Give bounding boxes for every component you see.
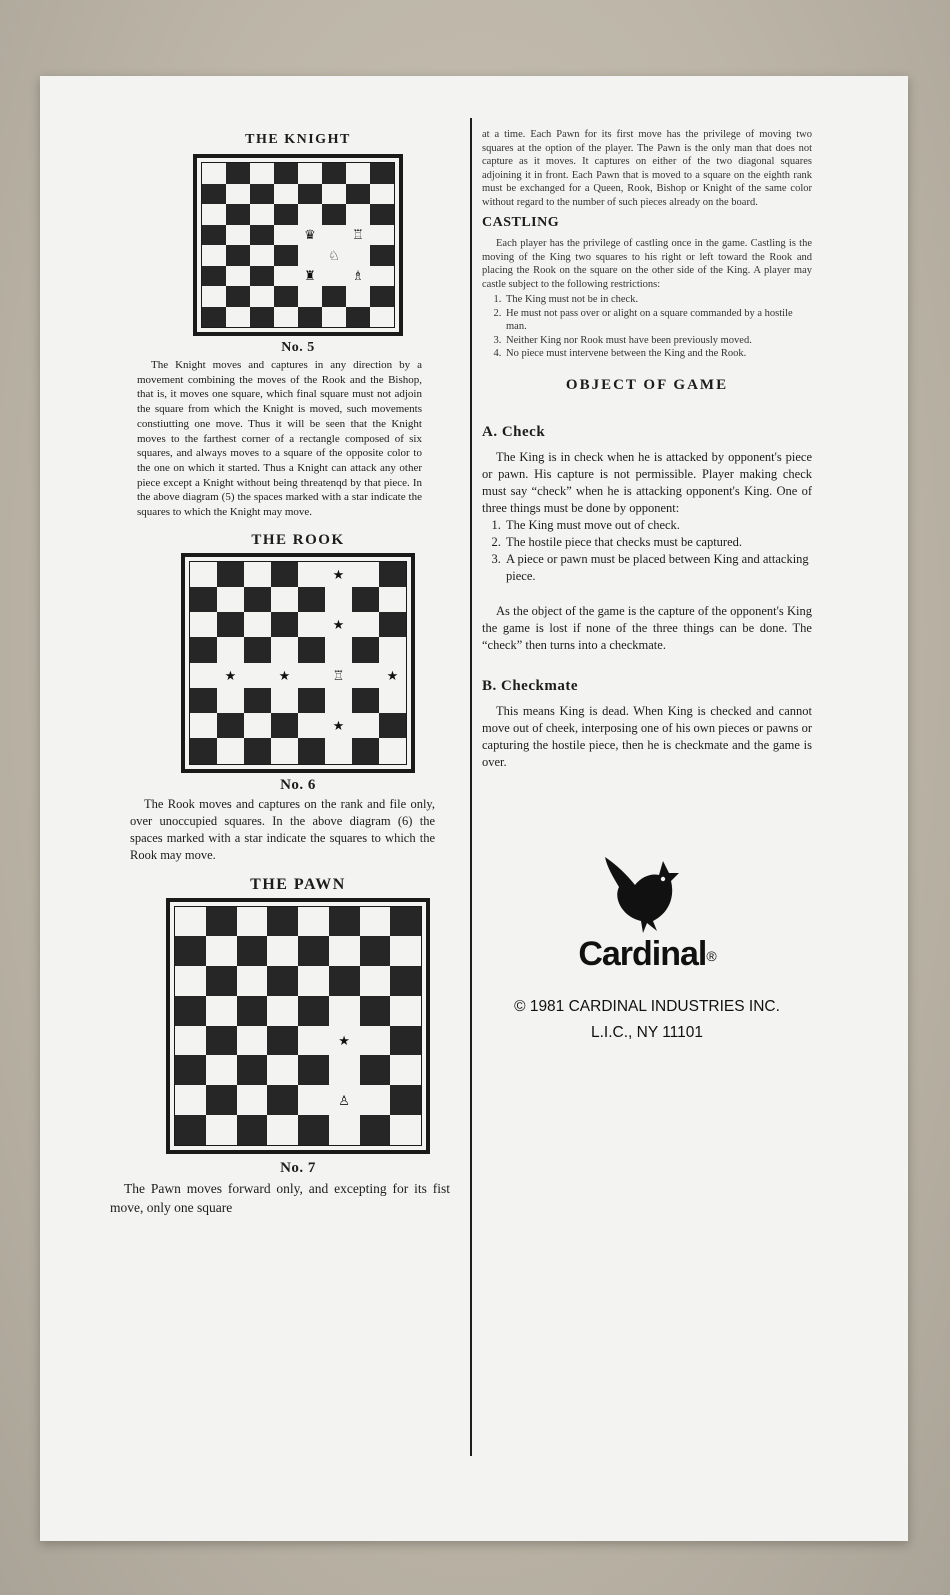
board-piece: ♘ — [328, 247, 340, 263]
board-square — [244, 738, 271, 763]
board-square — [325, 562, 352, 587]
board-square — [237, 1026, 268, 1056]
pawn-caption: No. 7 — [280, 1159, 316, 1176]
board-square — [329, 1115, 360, 1145]
board-square — [190, 637, 217, 662]
checkmate-title: B. Checkmate — [482, 677, 578, 694]
board-square — [298, 637, 325, 662]
board-square — [250, 307, 274, 328]
check-title: A. Check — [482, 423, 546, 440]
board-piece: ♜ — [304, 268, 316, 284]
cardinal-bird-icon — [597, 851, 697, 935]
board-square — [352, 738, 379, 763]
board-square — [237, 936, 268, 966]
board-square — [370, 266, 394, 287]
board-square — [250, 184, 274, 205]
board-square — [202, 163, 226, 184]
board-square — [298, 225, 322, 246]
board-square — [244, 713, 271, 738]
board-square — [298, 907, 329, 937]
board-square — [175, 1026, 206, 1056]
board-square — [190, 562, 217, 587]
board-square — [352, 587, 379, 612]
board-square — [298, 996, 329, 1026]
board-square — [298, 266, 322, 287]
board-square — [237, 996, 268, 1026]
board-square — [298, 245, 322, 266]
board-square — [298, 738, 325, 763]
board-square — [271, 562, 298, 587]
board-piece: ★ — [278, 667, 291, 683]
board-square — [190, 738, 217, 763]
rule-item: 3. A piece or pawn must be placed between King and attacking piece. — [504, 551, 812, 585]
board-square — [267, 996, 298, 1026]
board-square — [346, 225, 370, 246]
board-square — [175, 1115, 206, 1145]
board-square — [325, 713, 352, 738]
board-square — [390, 1026, 421, 1056]
board-square — [322, 307, 346, 328]
board-piece: ★ — [386, 667, 399, 683]
board-square — [325, 663, 352, 688]
board-square — [325, 612, 352, 637]
board-square — [298, 562, 325, 587]
board-square — [190, 663, 217, 688]
knight-description: The Knight moves and captures in any direction by a movement combining the moves of the Rook and the Bishop, that is, it moves one square, which final square must not adjoin the square from which the Knight is moved, such movements constiutting one move. Thus it will be seen that the Knight moves to the farthest corner of a rectangle composed of six squares, and always moves to a square of the opposite color to the one on which it started. Thus a Knight can attack any other piece except a Knight without being threatenqd by that piece. In the above diagram (5) the spaces marked with a star indicate the squares to which the Knight may move. — [137, 359, 422, 519]
board-square — [379, 738, 406, 763]
registered-mark: ® — [706, 947, 716, 964]
board-square — [206, 1055, 237, 1085]
board-square — [346, 163, 370, 184]
board-square — [360, 996, 391, 1026]
object-of-game-title: OBJECT OF GAME — [565, 376, 729, 393]
board-square — [226, 307, 250, 328]
rook-title: THE ROOK — [251, 531, 345, 548]
board-square — [274, 266, 298, 287]
board-square — [325, 587, 352, 612]
board-square — [360, 1026, 391, 1056]
board-piece: ♙ — [338, 1092, 350, 1108]
board-square — [379, 612, 406, 637]
board-square — [322, 245, 346, 266]
board-square — [322, 266, 346, 287]
board-square — [352, 637, 379, 662]
board-square — [274, 204, 298, 225]
board-square — [360, 936, 391, 966]
board-square — [226, 184, 250, 205]
board-square — [244, 562, 271, 587]
board-square — [325, 637, 352, 662]
board-square — [346, 266, 370, 287]
board-square — [390, 966, 421, 996]
board-square — [202, 245, 226, 266]
board-square — [271, 612, 298, 637]
pawn-description: The Pawn moves forward only, and excepting for its fist move, only one square — [110, 1180, 450, 1215]
rule-item: 1. The King must not be in check. — [504, 293, 812, 307]
cardinal-logo — [482, 851, 812, 974]
board-square — [267, 1055, 298, 1085]
board-square — [206, 1026, 237, 1056]
board-square — [346, 184, 370, 205]
board-square — [267, 966, 298, 996]
board-square — [271, 713, 298, 738]
board-square — [352, 688, 379, 713]
board-piece: ♛ — [304, 227, 316, 243]
board-square — [370, 184, 394, 205]
board-square — [298, 612, 325, 637]
board-square — [175, 1055, 206, 1085]
board-square — [390, 996, 421, 1026]
castling-title: CASTLING — [482, 215, 560, 230]
board-square — [267, 1026, 298, 1056]
board-square — [298, 1055, 329, 1085]
board-square — [329, 996, 360, 1026]
board-square — [352, 612, 379, 637]
board-square — [370, 245, 394, 266]
board-square — [190, 587, 217, 612]
board-square — [226, 225, 250, 246]
left-column — [110, 132, 458, 1217]
board-piece: ★ — [224, 667, 237, 683]
copyright-line: © 1981 CARDINAL INDUSTRIES INC. — [514, 997, 780, 1015]
board-square — [206, 996, 237, 1026]
board-square — [202, 286, 226, 307]
address-line: L.I.C., NY 11101 — [590, 1023, 703, 1041]
checkmate-text: This means King is dead. When King is checked and cannot move out of cheek, interposing one of his own pieces or pawns or capturing the hostile piece, then he is checkmate and the game is over. — [482, 703, 812, 769]
board-square — [226, 204, 250, 225]
board-square — [190, 612, 217, 637]
board-square — [352, 663, 379, 688]
board-square — [250, 266, 274, 287]
board-square — [346, 245, 370, 266]
check-rules-list — [482, 517, 812, 585]
board-square — [217, 587, 244, 612]
board-square — [329, 1085, 360, 1115]
rook-description: The Rook moves and captures on the rank and file only, over unoccupied squares. In the above diagram (6) the spaces marked with a star indicate the squares to which the Rook may move. — [130, 796, 435, 862]
board-square — [202, 225, 226, 246]
board-square — [298, 587, 325, 612]
board-square — [274, 184, 298, 205]
rule-item: 1. The King must move out of check. — [504, 517, 812, 534]
board-square — [202, 266, 226, 287]
board-piece: ★ — [332, 718, 345, 734]
board-square — [244, 637, 271, 662]
board-square — [250, 204, 274, 225]
board-square — [226, 163, 250, 184]
board-square — [370, 307, 394, 328]
board-square — [379, 713, 406, 738]
board-square — [360, 907, 391, 937]
board-square — [298, 663, 325, 688]
board-square — [390, 907, 421, 937]
board-square — [250, 286, 274, 307]
board-square — [322, 184, 346, 205]
rook-caption: No. 6 — [280, 776, 316, 793]
board-square — [250, 163, 274, 184]
board-square — [244, 612, 271, 637]
rule-item: 2. He must not pass over or alight on a square commanded by a hostile man. — [504, 307, 812, 334]
board-square — [271, 637, 298, 662]
board-square — [390, 1055, 421, 1085]
board-square — [217, 637, 244, 662]
board-square — [329, 907, 360, 937]
knight-diagram — [193, 154, 403, 336]
board-square — [390, 1085, 421, 1115]
board-square — [190, 688, 217, 713]
board-square — [360, 966, 391, 996]
board-square — [346, 286, 370, 307]
board-square — [226, 286, 250, 307]
board-square — [175, 936, 206, 966]
board-piece: ♗ — [352, 268, 364, 284]
board-square — [298, 163, 322, 184]
board-square — [298, 307, 322, 328]
board-square — [202, 204, 226, 225]
board-square — [206, 1115, 237, 1145]
board-square — [267, 907, 298, 937]
board-square — [298, 204, 322, 225]
board-square — [226, 245, 250, 266]
board-piece: ★ — [332, 617, 345, 633]
board-square — [250, 225, 274, 246]
pawn-title: THE PAWN — [250, 875, 346, 893]
board-square — [226, 266, 250, 287]
board-square — [274, 307, 298, 328]
board-square — [346, 307, 370, 328]
knight-title: THE KNIGHT — [245, 132, 351, 147]
board-square — [267, 1085, 298, 1115]
instruction-sheet — [40, 76, 908, 1541]
board-square — [267, 936, 298, 966]
board-square — [274, 225, 298, 246]
board-square — [322, 163, 346, 184]
board-square — [322, 225, 346, 246]
board-square — [237, 966, 268, 996]
board-square — [390, 1115, 421, 1145]
board-square — [190, 713, 217, 738]
castling-text: Each player has the privilege of castling once in the game. Castling is the moving of the King two squares to his right or left toward the Rook and placing the Rook on the square on the other side of the King. A player may castle subject to the following restrictions: — [482, 238, 812, 290]
board-square — [217, 612, 244, 637]
pawn-diagram — [166, 898, 430, 1154]
board-square — [250, 245, 274, 266]
board-square — [217, 562, 244, 587]
board-square — [175, 996, 206, 1026]
brand-name — [482, 935, 812, 974]
board-square — [352, 562, 379, 587]
board-piece: ♖ — [352, 227, 364, 243]
board-piece: ★ — [338, 1033, 350, 1049]
board-square — [271, 688, 298, 713]
board-square — [244, 663, 271, 688]
copyright-block — [482, 994, 812, 1046]
check-text: The King is in check when he is attacked by opponent's piece or pawn. His capture is not permissible. Player making check must say “check” when he is attacking opponent's King. One of three things must be done by opponent: — [482, 449, 812, 515]
board-square — [237, 1085, 268, 1115]
board-square — [379, 562, 406, 587]
board-square — [217, 738, 244, 763]
board-square — [329, 966, 360, 996]
right-column — [482, 128, 812, 1046]
board-square — [298, 286, 322, 307]
board-square — [244, 587, 271, 612]
board-square — [274, 286, 298, 307]
board-square — [217, 713, 244, 738]
board-square — [206, 1085, 237, 1115]
board-square — [370, 286, 394, 307]
board-square — [379, 637, 406, 662]
board-square — [298, 713, 325, 738]
board-square — [352, 713, 379, 738]
board-square — [325, 738, 352, 763]
board-square — [298, 936, 329, 966]
board-square — [206, 907, 237, 937]
board-square — [329, 1055, 360, 1085]
rook-diagram — [181, 553, 415, 773]
pawn-continued-text: at a time. Each Pawn for its first move has the privilege of moving two squares at the option of the player. The Pawn is the only man that does not capture as it moves. It captures on either of the two diagonal squares adjoining it in front. Each Pawn that is moved to a square on the eighth rank must be exchanged for a Queen, Rook, Bishop or Knight of the same color without regard to the number of such pieces already on the board. — [482, 129, 812, 208]
board-square — [370, 204, 394, 225]
board-square — [202, 184, 226, 205]
board-square — [274, 245, 298, 266]
board-square — [237, 907, 268, 937]
board-square — [360, 1055, 391, 1085]
board-square — [244, 688, 271, 713]
board-square — [206, 966, 237, 996]
brand-text: Cardinal — [578, 934, 707, 973]
column-divider — [470, 118, 472, 1456]
board-square — [346, 204, 370, 225]
board-square — [379, 663, 406, 688]
board-square — [217, 688, 244, 713]
board-square — [217, 663, 244, 688]
board-square — [298, 966, 329, 996]
board-piece: ★ — [332, 566, 345, 582]
board-square — [390, 936, 421, 966]
board-square — [298, 1026, 329, 1056]
board-square — [360, 1115, 391, 1145]
board-piece: ♖ — [332, 667, 345, 683]
board-square — [360, 1085, 391, 1115]
board-square — [175, 1085, 206, 1115]
board-square — [271, 663, 298, 688]
knight-caption: No. 5 — [281, 340, 315, 355]
board-square — [298, 1115, 329, 1145]
board-square — [206, 936, 237, 966]
rule-item: 4. No piece must intervene between the King and the Rook. — [504, 347, 812, 361]
board-square — [274, 163, 298, 184]
board-square — [237, 1055, 268, 1085]
board-square — [298, 184, 322, 205]
board-square — [175, 966, 206, 996]
board-square — [175, 907, 206, 937]
board-square — [298, 1085, 329, 1115]
board-square — [325, 688, 352, 713]
board-square — [379, 587, 406, 612]
board-square — [271, 738, 298, 763]
board-square — [202, 307, 226, 328]
rule-item: 2. The hostile piece that checks must be captured. — [504, 534, 812, 551]
board-square — [322, 286, 346, 307]
board-square — [267, 1115, 298, 1145]
board-square — [322, 204, 346, 225]
castling-rules-list — [482, 293, 812, 361]
board-square — [370, 225, 394, 246]
board-square — [271, 587, 298, 612]
object-text: As the object of the game is the capture of the opponent's King the game is lost if none of the three things can be done. The “check” then turns into a checkmate. — [482, 603, 812, 652]
board-square — [329, 1026, 360, 1056]
rule-item: 3. Neither King nor Rook must have been previously moved. — [504, 334, 812, 348]
board-square — [329, 936, 360, 966]
board-square — [237, 1115, 268, 1145]
board-square — [298, 688, 325, 713]
board-square — [370, 163, 394, 184]
board-square — [379, 688, 406, 713]
